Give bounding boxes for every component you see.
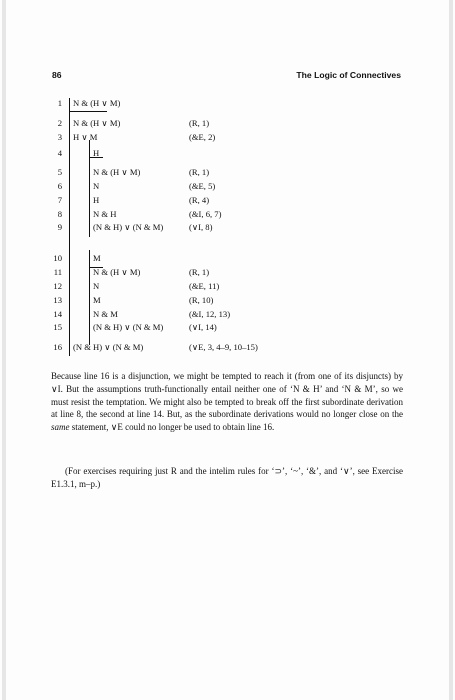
justification: (R, 1) [189, 118, 210, 128]
justification: (R, 10) [189, 295, 214, 305]
justification: (&I, 12, 13) [189, 309, 231, 319]
formula: N [93, 281, 100, 291]
line-number: 15 [53, 322, 62, 332]
line-number: 3 [57, 132, 62, 142]
formula: (N & H) ∨ (N & M) [73, 342, 144, 352]
line-number: 13 [53, 295, 62, 305]
formula: (N & H) ∨ (N & M) [93, 222, 164, 232]
line-number: 16 [53, 342, 62, 352]
line-number: 12 [53, 281, 62, 291]
line-number: 10 [53, 253, 62, 263]
justification: (&E, 2) [189, 132, 216, 142]
formula: H [93, 195, 100, 205]
emphasis-same: same [51, 422, 70, 433]
justification: (R, 1) [189, 167, 210, 177]
justification: (R, 1) [189, 267, 210, 277]
formula: N & (H ∨ M) [73, 118, 121, 128]
formula: (N & H) ∨ (N & M) [93, 322, 164, 332]
page-number: 86 [52, 70, 62, 80]
line-number: 14 [53, 309, 62, 319]
justification: (R, 4) [189, 195, 210, 205]
line-number: 6 [57, 181, 62, 191]
formula: H ∨ M [73, 132, 98, 142]
exercise-note: (For exercises requiring just R and the intelim rules for ‘⊃’, ‘~’, ‘&’, and ‘∨’, see Exercise E1.3.1, m–p.) [51, 466, 403, 489]
subderivation-1-scope-line [89, 140, 90, 237]
formula: M [93, 295, 101, 305]
commentary-text-end: statement, ∨E could no longer be used to obtain line 16. [69, 422, 275, 433]
commentary-paragraph [51, 370, 403, 434]
justification: (&E, 5) [189, 181, 216, 191]
running-header-title: The Logic of Connectives [296, 70, 401, 80]
main-scope-line [69, 98, 70, 356]
line-number: 8 [57, 209, 62, 219]
main-assumption-bar [69, 111, 107, 112]
formula: N [93, 181, 100, 191]
formula: N & M [93, 309, 118, 319]
formula: N & (H ∨ M) [93, 167, 141, 177]
justification: (&E, 11) [189, 281, 220, 291]
justification: (&I, 6, 7) [189, 209, 222, 219]
justification: (∨I, 8) [189, 222, 213, 232]
line-number: 5 [57, 167, 62, 177]
formula: N & (H ∨ M) [93, 267, 141, 277]
line-number: 1 [57, 98, 62, 108]
justification: (∨I, 14) [189, 322, 217, 332]
line-number: 7 [57, 195, 62, 205]
line-number: 11 [53, 267, 62, 277]
subderivation-2-scope-line [89, 250, 90, 345]
line-number: 4 [57, 148, 62, 158]
formula: N & H [93, 209, 117, 219]
formula: H [93, 148, 100, 158]
justification: (∨E, 3, 4–9, 10–15) [189, 342, 258, 352]
formula: N & (H ∨ M) [73, 98, 121, 108]
line-number: 9 [57, 222, 62, 232]
commentary-text: Because line 16 is a disjunction, we might be tempted to reach it (from one of its disjuncts) by ∨I. But the assumptions truth-functionally entail neither one of ‘N & H’ and ‘N & M’, so we must resist the temptation. We might also be tempted to break off the first subordinate derivation at line 8, the second at line 14. But, as the subordinate derivations would no longer close on the [51, 371, 403, 420]
line-number: 2 [57, 118, 62, 128]
formula: M [93, 253, 101, 263]
